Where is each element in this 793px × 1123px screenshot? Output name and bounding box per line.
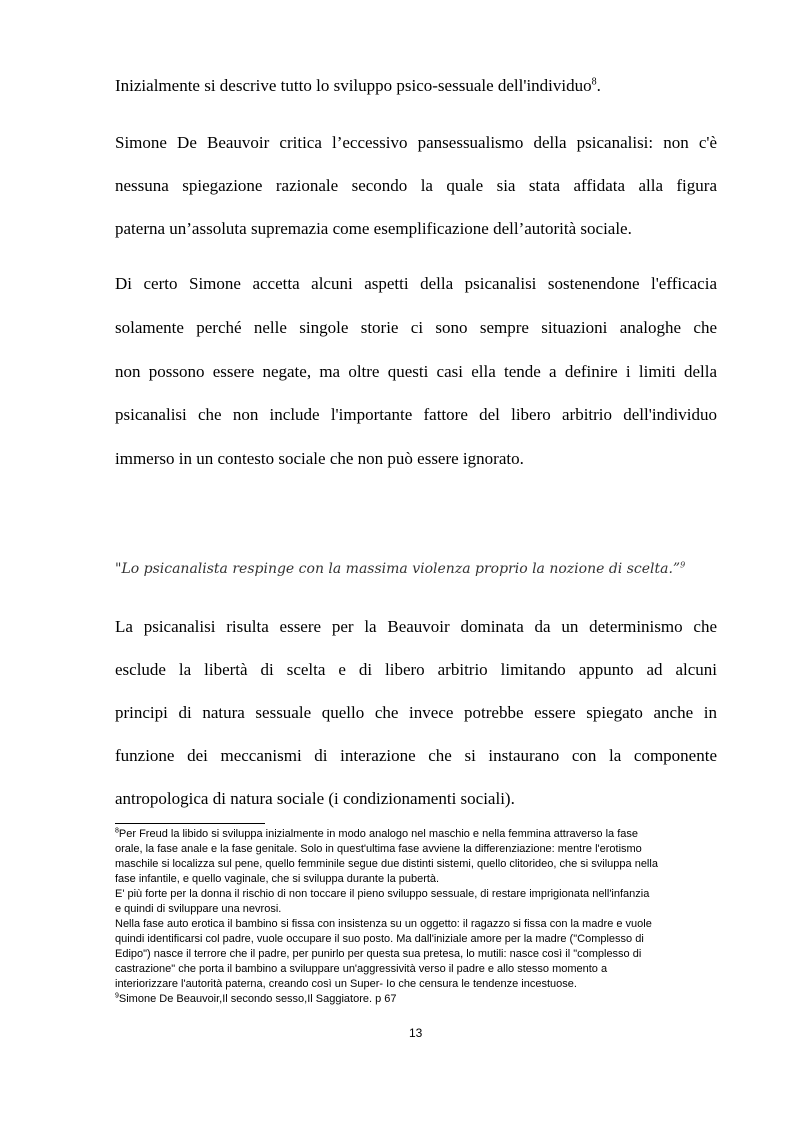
paragraph-4-line-5: antropologica di natura sociale (i condizionamenti sociali). (115, 789, 515, 808)
paragraph-3-line-3: non possono essere negate, ma oltre questi casi ella tende a definire i limiti della (115, 362, 717, 381)
footnote-8-line-9: Edipo") nasce il terrore che il padre, per punirlo per questa sua pretesa, lo mutili: nasce così il "complesso di (115, 948, 642, 960)
footnote-8-line-7: Nella fase auto erotica il bambino si fissa con insistenza su un oggetto: il ragazzo si fissa con la madre e vuole (115, 918, 652, 930)
footnote-9-text: Simone De Beauvoir,Il secondo sesso,Il Saggiatore. p 67 (118, 993, 397, 1005)
footnote-ref-8[interactable]: 8 (591, 76, 597, 88)
paragraph-2-line-1: Simone De Beauvoir critica l’eccessivo pansessualismo della psicanalisi: non c'è (115, 133, 717, 152)
paragraph-3-line-4: psicanalisi che non include l'importante fattore del libero arbitrio dell'individuo (115, 405, 717, 424)
paragraph-2-line-3: paterna un’assoluta supremazia come esemplificazione dell’autorità sociale. (115, 219, 632, 238)
quote-text: "Lo psicanalista respinge con la massima violenza proprio la nozione di scelta.” (115, 561, 681, 577)
footnote-9-marker: 9 (115, 992, 119, 1000)
paragraph-4-line-4: funzione dei meccanismi di interazione che si instaurano con la componente (115, 746, 717, 765)
footnote-8-line-2: orale, la fase anale e la fase genitale. Solo in quest'ultima fase avviene la differenziazione: mentre l'erotismo (115, 843, 642, 855)
footnote-8-line-8: quindi identificarsi col padre, vuole occupare il suo posto. Ma dall'iniziale amore per la madre ("Complesso di (115, 933, 644, 945)
footnote-8-line-1 (115, 828, 638, 840)
footnote-8-line-11: interiorizzare l'autorità paterna, creando così un Super- Io che censura le tendenze incestuose. (115, 978, 577, 990)
footnote-8-marker: 8 (115, 827, 119, 835)
page-number: 13 (409, 1026, 423, 1040)
footnote-8-line-5: E' più forte per la donna il rischio di non toccare il pieno sviluppo sessuale, di restare imprigionata nell'infanzia (115, 888, 650, 900)
paragraph-4-line-3: principi di natura sessuale quello che invece potrebbe essere spiegato anche in (115, 703, 717, 722)
footnote-8-line-6: e quindi di sviluppare una nevrosi. (115, 903, 282, 915)
paragraph-1-end: . (596, 76, 601, 95)
footnote-separator (115, 823, 265, 824)
footnote-8-line-3: maschile si localizza sul pene, quello femminile segue due distinti sistemi, quello clitorideo, che si sviluppa nella (115, 858, 658, 870)
footnote-8-line-10: castrazione" che porta il bambino a sviluppare un'aggressività verso il padre e allo stesso momento a (115, 963, 608, 975)
footnote-8-line-4: fase infantile, e quello vaginale, che si sviluppa durante la pubertà. (115, 873, 440, 885)
paragraph-2-line-2: nessuna spiegazione razionale secondo la quale sia stata affidata alla figura (115, 176, 717, 195)
footnote-ref-9[interactable]: 9 (680, 560, 686, 570)
block-quote (115, 561, 685, 577)
footnote-9 (115, 993, 397, 1005)
paragraph-1-text: Inizialmente si descrive tutto lo sviluppo psico-sessuale dell'individuo (115, 76, 592, 95)
paragraph-3-line-2: solamente perché nelle singole storie ci sono sempre situazioni analoghe che (115, 318, 717, 337)
paragraph-3-line-5: immerso in un contesto sociale che non può essere ignorato. (115, 449, 524, 468)
paragraph-4-line-1: La psicanalisi risulta essere per la Beauvoir dominata da un determinismo che (115, 617, 717, 636)
paragraph-4-line-2: esclude la libertà di scelta e di libero arbitrio limitando appunto ad alcuni (115, 660, 717, 679)
paragraph-3-line-1: Di certo Simone accetta alcuni aspetti della psicanalisi sostenendone l'efficacia (115, 274, 717, 293)
footnote-8-text: Per Freud la libido si sviluppa inizialmente in modo analogo nel maschio e nella femmina attraverso la fase (118, 828, 639, 840)
paragraph-1-line (115, 76, 601, 96)
